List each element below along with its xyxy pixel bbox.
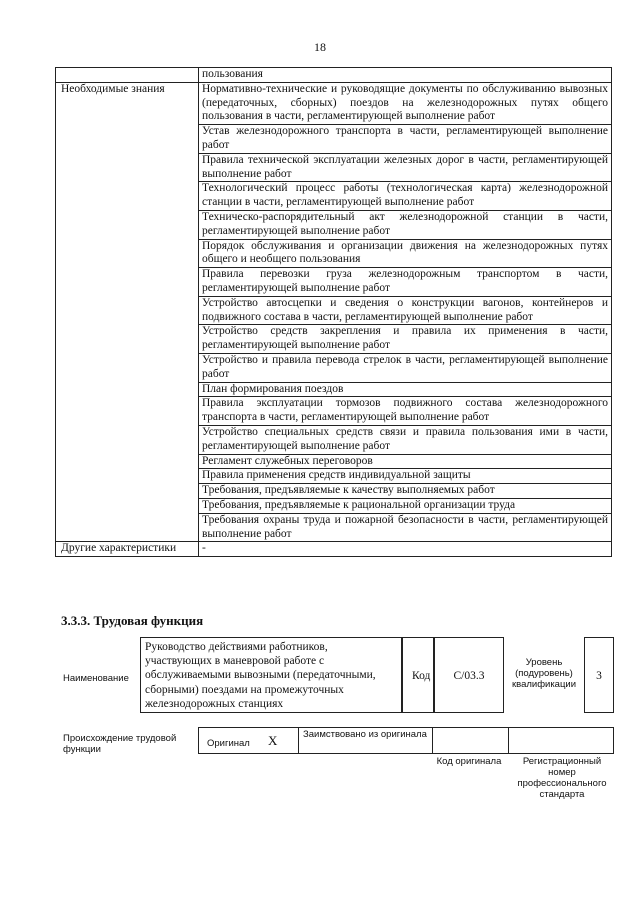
divider bbox=[432, 728, 433, 753]
knowledge-item: Правила технической эксплуатации железных дорог в части, регламентирующей выполнение работ bbox=[199, 153, 612, 182]
knowledge-item: План формирования поездов bbox=[199, 382, 612, 397]
function-name-value: Руководство действиями работников, участвующих в маневровой работе с обслуживаемыми вывозными (передаточными, сборными) поездами на промежуточных железнодорожных станциях bbox=[145, 641, 376, 710]
knowledge-item: Требования охраны труда и пожарной безопасности в части, регламентирующей выполнение работ bbox=[199, 513, 612, 542]
original-label: Оригинал bbox=[207, 738, 250, 749]
other-characteristics-label: Другие характеристики bbox=[56, 542, 199, 557]
knowledge-item: Регламент служебных переговоров bbox=[199, 454, 612, 469]
knowledge-item: Устройство автосцепки и сведения о конструкции вагонов, контейнеров и подвижного состава в части, регламентирующей выполнение работ bbox=[199, 296, 612, 325]
borrowed-label: Заимствовано из оригинала bbox=[303, 729, 427, 740]
knowledge-item: Правила эксплуатации тормозов подвижного состава железнодорожного транспорта в части, регламентирующей выполнение работ bbox=[199, 397, 612, 426]
knowledge-item: Устав железнодорожного транспорта в части, регламентирующей выполнение работ bbox=[199, 125, 612, 154]
knowledge-item: Устройство средств закрепления и правила их применения в части, регламентирующей выполнение работ bbox=[199, 325, 612, 354]
other-characteristics-value: - bbox=[199, 542, 612, 557]
original-code-caption: Код оригинала bbox=[436, 756, 502, 767]
name-label: Наименование bbox=[63, 673, 129, 684]
knowledge-item: Устройство специальных средств связи и правила пользования ими в части, регламентирующей выполнение работ bbox=[199, 425, 612, 454]
page-number: 18 bbox=[314, 40, 326, 54]
knowledge-item: Устройство и правила перевода стрелок в части, регламентирующей выполнение работ bbox=[199, 353, 612, 382]
knowledge-item: Требования, предъявляемые к качеству выполняемых работ bbox=[199, 484, 612, 499]
knowledge-item: Порядок обслуживания и организации движения на железнодорожных путях общего и необщего пользования bbox=[199, 239, 612, 268]
level-value-box bbox=[584, 637, 614, 713]
knowledge-item: Правила перевозки груза железнодорожным транспортом в части, регламентирующей выполнение работ bbox=[199, 268, 612, 297]
code-label-box bbox=[402, 637, 434, 713]
original-mark: X bbox=[268, 733, 278, 748]
code-label: Код bbox=[412, 670, 431, 682]
level-value: 3 bbox=[596, 670, 602, 682]
divider bbox=[298, 728, 299, 753]
divider bbox=[508, 728, 509, 753]
knowledge-item: Технологический процесс работы (технологическая карта) железнодорожной станции в части, регламентирующей выполнение работ bbox=[199, 182, 612, 211]
knowledge-item: Техническо-распорядительный акт железнодорожной станции в части, регламентирующей выполнение работ bbox=[199, 210, 612, 239]
empty-label-cell bbox=[56, 68, 199, 83]
origin-row bbox=[198, 727, 614, 754]
knowledge-item: Требования, предъявляемые к рациональной организации труда bbox=[199, 498, 612, 513]
continuation-cell: пользования bbox=[199, 68, 612, 83]
origin-label: Происхождение трудовой функции bbox=[63, 733, 177, 755]
level-label: Уровень (подуровень) квалификации bbox=[511, 657, 577, 690]
knowledge-item: Нормативно-технические и руководящие документы по обслуживанию вывозных (передаточных, сборных) поездов на железнодорожных путях общего пользования в части, регламентирующей выполнение работ bbox=[199, 82, 612, 124]
knowledge-table bbox=[55, 67, 612, 557]
code-value-box bbox=[434, 637, 504, 713]
function-name-box bbox=[140, 637, 402, 713]
code-value: С/03.3 bbox=[453, 670, 485, 682]
reg-number-caption: Регистрационный номер профессионального стандарта bbox=[517, 756, 607, 800]
knowledge-item: Правила применения средств индивидуальной защиты bbox=[199, 469, 612, 484]
knowledge-label: Необходимые знания bbox=[56, 82, 199, 542]
section-title: 3.3.3. Трудовая функция bbox=[61, 613, 204, 628]
